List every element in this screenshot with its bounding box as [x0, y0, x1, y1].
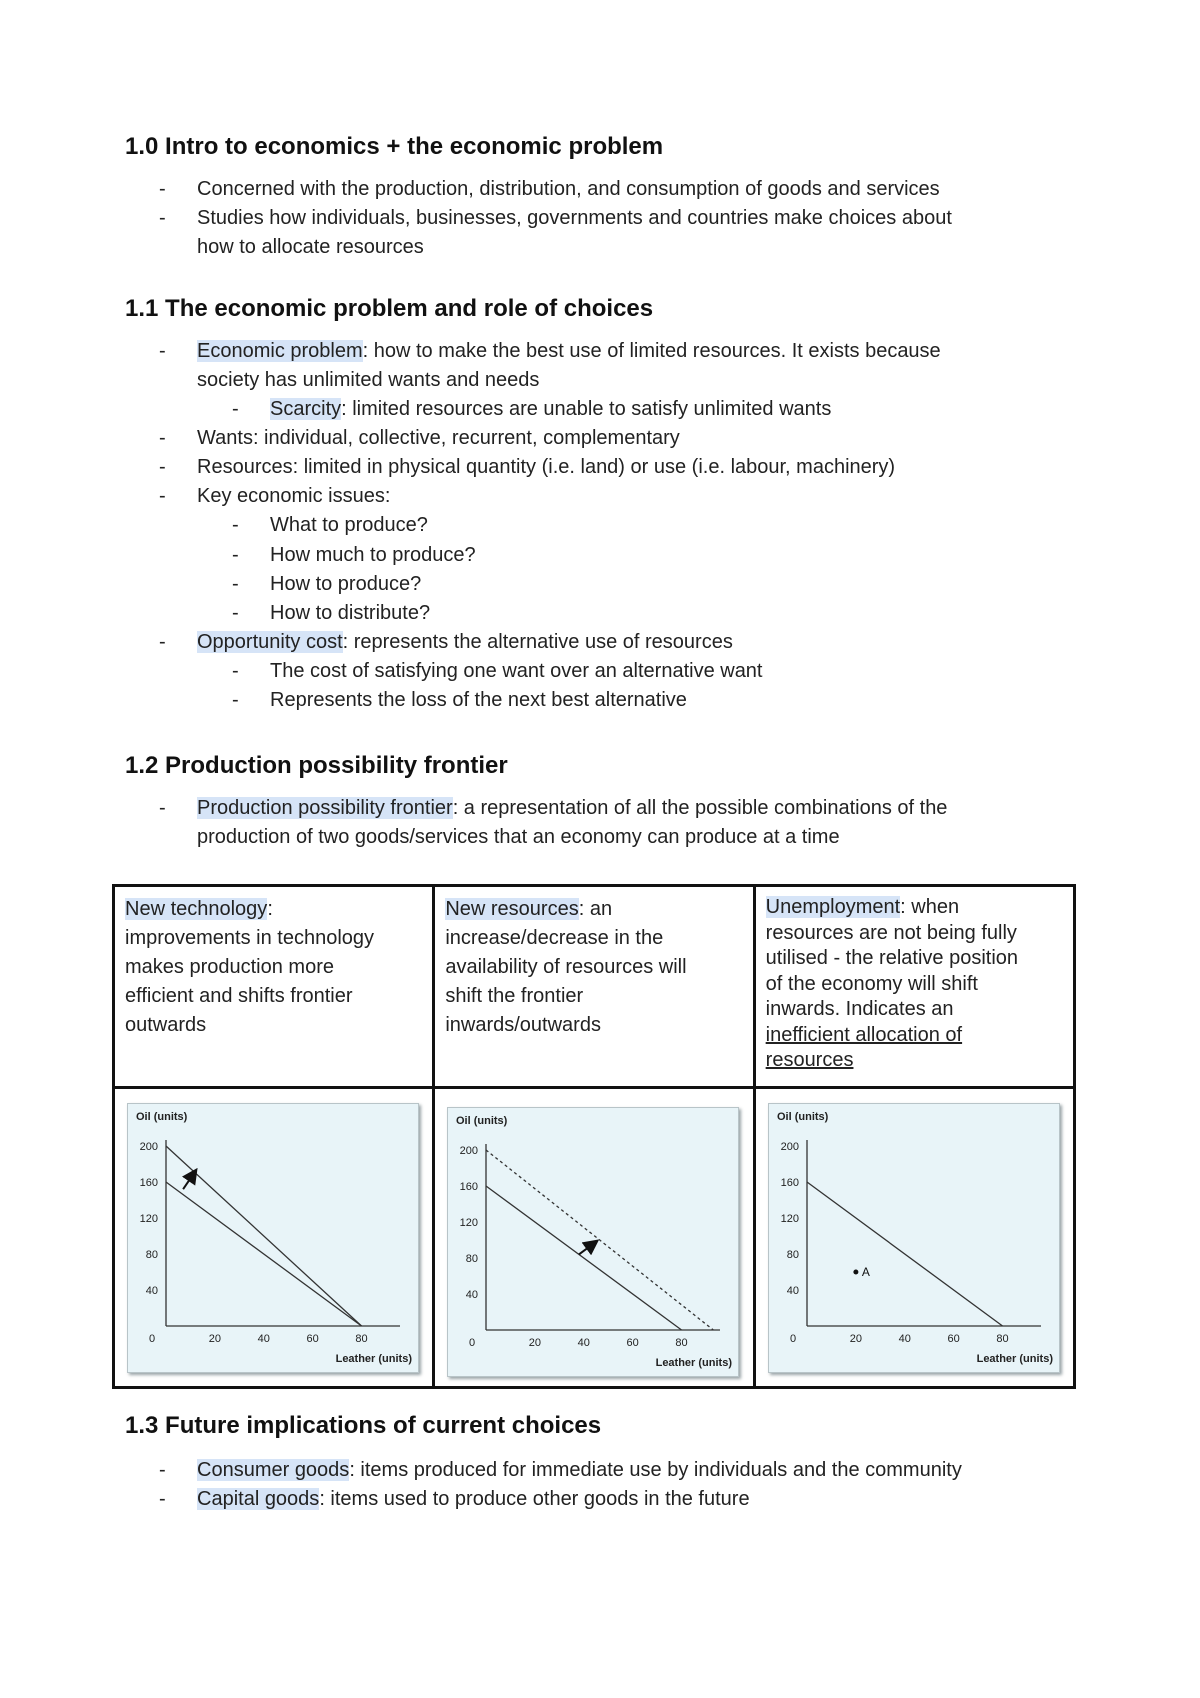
graph-cell-3 — [754, 1088, 1074, 1388]
x-axis-label: Leather (units) — [655, 1357, 733, 1369]
underlined-text: resources — [765, 1049, 854, 1071]
y-tick-label: 200 — [139, 1141, 158, 1153]
x-tick-label: 20 — [849, 1333, 862, 1345]
list-item: - Resources: limited in physical quantity (i.e. land) or use (i.e. labour, machinery) — [159, 456, 896, 478]
highlighted-term: Opportunity cost — [197, 631, 343, 653]
underlined-text: inefficient allocation of — [765, 1023, 963, 1046]
list-item: - Opportunity cost: represents the alternative use of resources — [159, 631, 733, 653]
frontier-line — [486, 1150, 713, 1330]
x-tick-label: 40 — [577, 1337, 591, 1349]
sub-list-item: - Scarcity: limited resources are unable to satisfy unlimited wants — [232, 398, 832, 420]
y-tick-label: 80 — [466, 1253, 479, 1265]
x-axis-label: Leather (units) — [335, 1353, 412, 1365]
y-tick-label: 160 — [780, 1177, 799, 1189]
y-tick-label: 200 — [459, 1145, 479, 1157]
frontier-line — [486, 1186, 682, 1330]
data-point — [853, 1270, 858, 1275]
list-item-continuation: how to allocate resources — [197, 236, 424, 258]
ppf-chart-resources — [447, 1107, 739, 1377]
heading-1-1: 1.1 The economic problem and role of choices — [125, 295, 654, 322]
highlighted-term: Unemployment — [765, 896, 901, 918]
highlighted-term: Production possibility frontier — [197, 797, 453, 819]
y-tick-label: 200 — [780, 1141, 799, 1153]
shift-arrow — [579, 1242, 596, 1255]
x-tick-label: 60 — [306, 1333, 319, 1345]
highlighted-term: Economic problem — [197, 340, 363, 362]
y-tick-label: 160 — [139, 1177, 158, 1189]
table-row — [114, 1088, 1075, 1388]
x-tick-label: 0 — [148, 1333, 156, 1345]
y-tick-label: 120 — [780, 1213, 799, 1225]
highlighted-term: Capital goods — [197, 1488, 320, 1510]
x-tick-label: 60 — [626, 1337, 640, 1349]
graph-cell-2 — [434, 1088, 754, 1388]
sub-list-item: - What to produce? — [232, 514, 428, 536]
ppf-chart-technology — [127, 1103, 419, 1373]
highlighted-term: Scarcity — [270, 398, 342, 420]
highlighted-term: New technology — [125, 898, 268, 920]
sub-list-item: - How much to produce? — [232, 544, 476, 566]
x-tick-label: 0 — [469, 1337, 476, 1349]
table-cell-new-resources: New resources: an increase/decrease in the availability of resources will shift the frontier inwards/outwards — [434, 886, 754, 1088]
y-tick-label: 80 — [145, 1249, 158, 1261]
x-tick-label: 20 — [529, 1337, 542, 1349]
list-item: - Key economic issues: — [159, 485, 391, 507]
x-axis-label: Leather (units) — [976, 1353, 1053, 1365]
list-item: - Wants: individual, collective, recurrent, complementary — [159, 427, 680, 449]
frontier-line — [166, 1182, 362, 1326]
ppf-table — [112, 884, 1076, 1389]
list-item: - Concerned with the production, distribution, and consumption of goods and services — [159, 178, 940, 200]
y-tick-label: 160 — [459, 1181, 479, 1193]
x-tick-label: 80 — [675, 1337, 689, 1349]
y-tick-label: 120 — [459, 1217, 479, 1229]
list-item: - Economic problem: how to make the best use of limited resources. It exists because — [159, 340, 941, 362]
table-row — [114, 886, 1075, 1088]
sub-list-item: - How to distribute? — [232, 602, 431, 624]
point-label: A — [861, 1265, 870, 1279]
x-tick-label: 0 — [789, 1333, 796, 1345]
x-tick-label: 60 — [947, 1333, 960, 1345]
list-item: - Production possibility frontier: a representation of all the possible combinations of the — [159, 797, 948, 819]
frontier-line — [166, 1146, 362, 1326]
list-item-continuation: society has unlimited wants and needs — [197, 369, 540, 391]
chart-svg — [128, 1104, 418, 1372]
x-tick-label: 40 — [898, 1333, 911, 1345]
shift-arrow — [183, 1171, 195, 1189]
list-item: - Capital goods: items used to produce other goods in the future — [159, 1488, 750, 1510]
ppf-chart-unemployment — [768, 1103, 1060, 1373]
x-tick-label: 40 — [257, 1333, 270, 1345]
y-tick-label: 120 — [139, 1213, 158, 1225]
list-item: - Studies how individuals, businesses, governments and countries make choices about — [159, 207, 952, 229]
list-item-continuation: production of two goods/services that an economy can produce at a time — [197, 826, 840, 848]
graph-cell-1 — [114, 1088, 434, 1388]
sub-list-item: - The cost of satisfying one want over an alternative want — [232, 660, 763, 682]
x-tick-label: 80 — [355, 1333, 368, 1345]
x-tick-label: 20 — [208, 1333, 222, 1345]
sub-list-item: - Represents the loss of the next best alternative — [232, 689, 687, 711]
chart-svg — [769, 1104, 1059, 1372]
heading-1-3: 1.3 Future implications of current choices — [125, 1412, 602, 1439]
y-tick-label: 40 — [786, 1285, 799, 1297]
y-axis-label: Oil (units) — [776, 1111, 828, 1123]
heading-1-0: 1.0 Intro to economics + the economic problem — [125, 133, 664, 160]
table-cell-new-technology: New technology: improvements in technology makes production more efficient and shifts frontier outwards — [114, 886, 434, 1088]
y-axis-label: Oil (units) — [136, 1111, 188, 1123]
y-axis-label: Oil (units) — [456, 1115, 508, 1127]
highlighted-term: Consumer goods — [197, 1459, 350, 1481]
frontier-line — [807, 1182, 1003, 1326]
chart-svg — [448, 1108, 738, 1376]
heading-1-2: 1.2 Production possibility frontier — [125, 752, 508, 779]
list-item: - Consumer goods: items produced for immediate use by individuals and the community — [159, 1459, 962, 1481]
y-tick-label: 40 — [466, 1289, 479, 1301]
sub-list-item: - How to produce? — [232, 573, 422, 595]
x-tick-label: 80 — [996, 1333, 1009, 1345]
y-tick-label: 40 — [145, 1285, 158, 1297]
table-cell-unemployment: Unemployment: when resources are not being fully utilised - the relative position of the economy will shift inwards. Indicates an inefficient allocation of resources — [754, 886, 1074, 1088]
y-tick-label: 80 — [786, 1249, 799, 1261]
highlighted-term: New resources — [445, 898, 579, 920]
